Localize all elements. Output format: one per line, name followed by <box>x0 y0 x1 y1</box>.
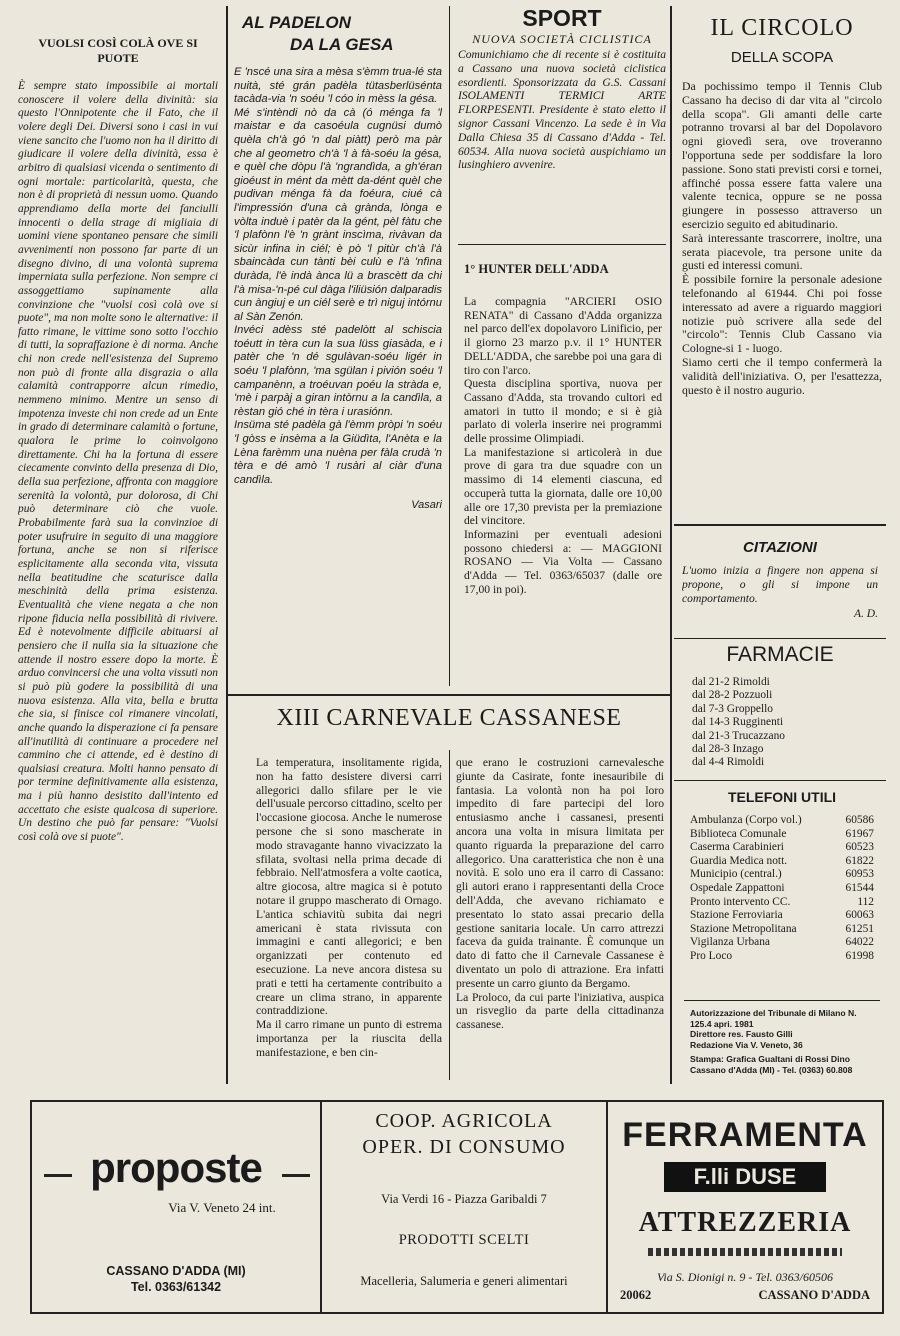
column-rule <box>226 6 228 1084</box>
telefono-row <box>690 896 874 910</box>
coop-footer: Macelleria, Salumeria e generi alimentari <box>360 1274 568 1288</box>
telefono-number: 112 <box>857 895 874 908</box>
telefono-row <box>690 936 874 950</box>
citazioni-author: A. D. <box>854 607 878 620</box>
farmacia-item: dal 21-3 Trucazzano <box>692 729 785 742</box>
telefono-number: 60953 <box>845 868 874 881</box>
citazioni-box <box>682 538 878 634</box>
ferramenta-address: Via S. Dionigi n. 9 - Tel. 0363/60506 <box>656 1270 833 1284</box>
carnevale-col2 <box>456 756 664 1086</box>
colophon-line4: Stampa: Grafica Gualtani di Rossi Dino Cassano d'Adda (MI) - Tel. (0363) 60.808 <box>690 1054 853 1075</box>
vuolsi-body: È sempre stato impossibile ai mortali conoscere il volere della divinità: sia questo l'Onnipotente che il Fato, che il volere degli Dei. Diversi sono i casi in vui viene sancito che l'uomo non ha il diritto di giudicare il volere della divinità, essa è arbitro di qualsiasi vicenda o sentimento di ogni mortale: particolarità, questa, che non è di proprietà di nessun uomo. Quando apprendiamo della morte dei fanciulli innocenti o della strage di migliaia di uomini viene spontaneo pensare che simili avvenimenti non possono far parte di un disegno divino, di una volontà suprema imperniata sulla perfezione. Non sempre ci assoggettiamo supinamente alla convinzione che "vuolsi così colà ove si puote", ma non molte sono le alternative: il fatto rimane, le vittime sono sotto l'occhio di tutti, la sopraffazione è di norma. Anche chi non crede nell'esistenza del Supremo non può di fronte alla disgrazia o alla calamità contrapporre alcun rimedio, nemmeno minimo. Mentre un senso di impotenza investe chi non crede ad un Ente in grado di determinare calamità o fortune, qualora le prime lo coinvolgono direttamente. Chi ha la fortuna di essere ciecamente convinto della presenza di Dio, della sua perfezione, affronta con maggiore serenità la volontà, pur dolorosa, di Chi può determinare ciò che vuole. Probabilmente farà sua la convinzioe di poter usufruire in seguito di una maggiore fortuna, anche se non si riferisce esplicitamente alla seconda vita, vissuta nella beatitudine che scaturisce dalla meschinità della prima esistenza. Eventualità che viene negata a che non ripone fiducia nella possibilità di rivivere. Ed è notevolmente difficile abituarsi al pensiero che il nulla sia la situazione che attende il nostro essere dopo la morte. È arduo convincersi che una volta vissuti non si può più godere la possibilità di una nuova esistenza. Alla vita, bella e brutta che sia, si finisce col rimanere vincolati, anche quando la disperazione ci fa pensare all'inutilità di continuare a procedere nel cammino che ci attende, ed è destino di qualsiasi creatura. Molti hanno pensato di por termine definitivamente alla esistenza, ma i più hanno desistito dall'intento ed accettato che esiste qualcosa di superiore. Un destino che può far pensare: "Vuolsi così colà ove si puote". <box>18 80 218 844</box>
telefono-number: 60586 <box>845 814 874 826</box>
colophon <box>690 1008 876 1084</box>
circolo-para4: Siamo certi che il tempo confermerà la validità dell'iniziativa. O, per l'esattezza, questo è il nostro augurio. <box>682 354 882 397</box>
padelon-article <box>234 12 442 688</box>
coop-line1: COOP. AGRICOLA <box>375 1110 553 1132</box>
telefono-row <box>690 828 874 842</box>
telefono-name: Stazione Ferroviaria <box>690 909 783 922</box>
circolo-article <box>682 14 882 522</box>
coop-line2: OPER. DI CONSUMO <box>362 1136 566 1158</box>
farmacie-list <box>682 676 878 770</box>
padelon-para1: E 'nscé una sira a mèsa s'èmm trua-lé sta nuità, sté grán padèla tütasberlüsénta tacàda-via 'n soéu 'l cóo in mèss la gésa. <box>234 66 442 106</box>
telefono-row <box>690 882 874 896</box>
padelon-para2: Mé s'intèndi nò da cà (ó ménga fa 'l maistar e da casoéula cugnüsi dumò quèla ch'à gó 'n dal piàtt) però ma pàr che al geometro ch'à 'l à fà-soéu la gésa, e quèl che dòpu l'à 'ngrandìda, a gh'éran gioéust in mént da mètt da-dént quèl che pudivan ménga fà da foéura, ciué cà l'impressión d'una cà grànda, lònga e vòlta induè i patèr da la gént, pèl fàtu che 'l plafònn l'è 'n grànt inscìma, rivàvan da sicùr infina in ciél; è pò 'l pitùr ch'à l'à sbaincàda cun tànti bèi culù e l'à 'nfìna duràda, l'è indà ànca lü a brascètt da chi l'à misa-'n-pé cul dàga l'iliüsión dalparadis cun àngiuj e un ciél serè e trì niguj intórnu al Sàn Zenón. <box>234 106 442 323</box>
telefono-row <box>690 868 874 882</box>
section-rule <box>458 244 666 245</box>
carnevale-title-box <box>232 700 666 740</box>
telefono-name: Pro Loco <box>690 949 733 962</box>
proposte-address: Via V. Veneto 24 int. <box>168 1200 276 1215</box>
farmacia-item: dal 14-3 Rugginenti <box>692 716 784 729</box>
padelon-para4: Insüma sté padèla gà l'èmm pròpi 'n soéu 'l gòss e insèma a la Giüdìta, l'Anèta e la Lèna farèmm una nuèna per fàla crudà 'n tèra e dé amò 'l rusàri al ciàr d'una candìla. <box>234 419 442 486</box>
hunter-article <box>464 262 662 682</box>
telefono-name: Municipio (central.) <box>690 868 782 881</box>
ferramenta-line2: F.lli DUSE <box>693 1164 797 1189</box>
carnevale-col1 <box>256 756 442 1086</box>
telefono-number: 61998 <box>845 949 874 962</box>
proposte-city: CASSANO D'ADDA (MI) <box>106 1264 246 1278</box>
telefono-name: Pronto intervento CC. <box>690 895 791 908</box>
colophon-line1: Autorizzazione del Tribunale di Milano N. 125.4 apri. 1981 <box>690 1008 857 1029</box>
ferramenta-decor-band <box>648 1248 842 1256</box>
hunter-para1: La compagnia "ARCIERI OSIO RENATA" di Cassano d'Adda organizza nel parco dell'ex dopolavoro Linificio, per il giorno 23 marzo p.v. il 1° HUNTER DELL'ADDA, che sarebbe poi una gara di tiro con l'arco. <box>464 295 662 377</box>
colophon-line2: Direttore res. Fausto Gilli <box>690 1029 793 1040</box>
telefono-name: Caserma Carabinieri <box>690 841 784 854</box>
section-rule <box>674 638 886 639</box>
padelon-title-line2: DA LA GESA <box>290 35 394 54</box>
ferramenta-name-band <box>664 1162 826 1192</box>
circolo-title-line2: DELLA SCOPA <box>730 49 834 66</box>
telefono-name: Ambulanza (Corpo vol.) <box>690 814 802 826</box>
telefono-name: Guardia Medica nott. <box>690 854 788 867</box>
telefono-row <box>690 950 874 964</box>
farmacia-item: dal 21-2 Rimoldi <box>692 676 770 688</box>
farmacia-item: dal 28-3 Inzago <box>692 743 764 756</box>
carnevale-title: XIII CARNEVALE CASSANESE <box>276 705 622 731</box>
telefoni-box <box>690 788 874 998</box>
sport-title: SPORT <box>522 5 602 31</box>
telefono-number: 61822 <box>845 854 874 867</box>
ferramenta-city: CASSANO D'ADDA <box>758 1288 870 1302</box>
ad-coop <box>322 1102 606 1312</box>
telefono-number: 60063 <box>845 909 874 922</box>
section-rule <box>684 1000 880 1001</box>
citazioni-quote: L'uomo inizia a fingere non appena si propone, o gli si impone un comportamento. <box>682 564 878 605</box>
ferramenta-cap: 20062 <box>620 1288 652 1302</box>
farmacia-item: dal 7-3 Groppello <box>692 702 773 715</box>
circolo-para2: Sarà interessante trascorrere, inoltre, una serata piacevole, tra persone unite da gusti ed interessi comuni. <box>682 230 882 273</box>
telefono-name: Ospedale Zappattoni <box>690 881 785 894</box>
farmacia-item: dal 28-2 Pozzuoli <box>692 689 773 702</box>
telefono-name: Stazione Metropolitana <box>690 922 797 935</box>
telefono-row <box>690 923 874 937</box>
hunter-para2: Questa disciplina sportiva, nuova per Cassano d'Adda, sta trovando cultori ed amatori in tutto il mondo; e si è già parlato di volerla inserire nei programmi delle prossime Olimpiadi. <box>464 377 662 446</box>
vuolsi-title: VUOLSI COSÌ COLÀ OVE SI PUOTE <box>38 36 198 65</box>
proposte-logo-text: proposte <box>90 1144 262 1191</box>
sport-body: Comunichiamo che di recente si è costituita a Cassano una nuova società ciclistica esordienti. Sponsorizzata da G.S. Cassani ISOLAMENTI TERMICI ARTE FLORPESENTI. Presidente è stato eletto il signor Cassani Vincenzo. La sede è in Via Dalla Chiesa 35 di Cassano d'Adda - Tel. 60534. Alla nuova società auspichiamo un lusinghiero avvenire. <box>458 48 666 172</box>
ads-strip <box>30 1100 884 1314</box>
colophon-line3: Redazione Via V. Veneto, 36 <box>690 1039 803 1050</box>
carnevale-col1b-text: Ma il carro rimane un punto di estrema importanza per la riuscita della manifestazione, e ben cin- <box>256 1018 442 1059</box>
citazioni-title: CITAZIONI <box>743 539 817 556</box>
hunter-para4: Informazini per eventuali adesioni possono chiedersi a: — MAGGIONI ROSANO — Via Volta — Cassano d'Adda — Tel. 0363/65037 (dalle ore 17,00 in poi). <box>464 527 662 596</box>
carnevale-col2-text: que erano le costruzioni carnevalesche giunte da Casirate, fonte inesauribile di fantasia. La volontà non ha poi loro impedito di fare partecipi del loro entusiasmo anche i cassanesi, presenti ancora una volta in misura limitata per quanto riguarda la preparazione del carro allegorico. Una caratteristica che non è una novità. E solo uno era il carro di Cassano: gli autori erano i rappresentanti della Croce dell'Adda, che avevano richiamato e presentato lo stato assai precario della gestione sanitaria locale. Un carro attrezzi faceva da guida trainante. È comunque un dato di fatto che il Carnevale Cassanese è diventato un polo di attrazione. Era infatti presente un carro giunto da Bergamo. <box>456 756 664 990</box>
sport-subtitle: NUOVA SOCIETÀ CICLISTICA <box>472 32 652 46</box>
telefono-number: 60523 <box>845 841 874 854</box>
circolo-para1: Da pochissimo tempo il Tennis Club Cassano ha deciso di dar vita al "circolo della scopa". Gli amanti delle carte potranno trovarsi al bar del Dopolavoro ogni giovedì sera, ove troveranno l'opportuna sede per soddisfare la loro passione. Sono stati previsti corsi e tornei, affinché possa essere fatta valere una valente tecnica, oppure se ne possa giungere in possesso attraverso un esercizio seguito ed abitudinario. <box>682 79 882 231</box>
section-rule <box>228 694 670 696</box>
coop-address: Via Verdi 16 - Piazza Garibaldi 7 <box>381 1192 547 1206</box>
ferramenta-line3: ATTREZZERIA <box>638 1207 852 1238</box>
telefoni-title: TELEFONI UTILI <box>727 789 837 805</box>
proposte-tel: Tel. 0363/61342 <box>130 1280 222 1294</box>
ferramenta-line1: FERRAMENTA <box>622 1116 868 1154</box>
telefono-row <box>690 814 874 828</box>
carnevale-col1-text: La temperatura, insolitamente rigida, non ha fatto desistere diversi carri allegorici dallo sfilare per le vie dell'usuale percorso cittadino, scelto per l'occasione giocosa. Anche le numerose persone che si sono mascherate in modo stravagante hanno vivacizzato la sfilata, svoltasi nella prima decade di febbraio. Nell'atmosfera a volte caotica, altre giocosa, altre magica si è potuto notare il gruppo mascherato di Ornago. L'antica schiavitù subita dai negri americani è stata rivissuta con immagini e canti allegorici; e ben organizzati per contenuto ed esecuzione. La neve ancora distesa su prati e tetti ha certamente contribuito a creare un clima strano, in apparente contraddizione. <box>256 756 442 1018</box>
farmacia-item: dal 4-4 Rimoldi <box>692 756 765 769</box>
column-rule <box>670 6 672 1084</box>
padelon-title-line1: AL PADELON <box>242 13 351 32</box>
carnevale-col2b-text: La Proloco, da cui parte l'iniziativa, auspica un risveglio da parte della cittadinanza cassanese. <box>456 990 664 1032</box>
ad-ferramenta <box>608 1102 882 1312</box>
coop-products: PRODOTTI SCELTI <box>398 1232 530 1248</box>
section-rule <box>674 780 886 781</box>
sport-article <box>458 4 666 242</box>
hunter-title: 1° HUNTER DELL'ADDA <box>464 262 609 276</box>
padelon-signature: Vasari <box>411 499 442 512</box>
section-rule <box>674 524 886 526</box>
ad-proposte <box>32 1102 320 1312</box>
farmacie-box <box>682 642 878 778</box>
column-rule <box>449 6 450 686</box>
telefono-name: Biblioteca Comunale <box>690 827 787 840</box>
telefono-row <box>690 855 874 869</box>
telefono-number: 64022 <box>845 936 874 949</box>
telefono-row <box>690 909 874 923</box>
farmacie-title: FARMACIE <box>726 643 834 666</box>
telefono-name: Vigilanza Urbana <box>690 936 770 949</box>
vuolsi-article <box>18 36 218 1086</box>
telefono-number: 61251 <box>845 922 874 935</box>
column-rule <box>449 750 450 1080</box>
circolo-para3: È possibile fornire la personale adesione telefonando al 61944. Chi poi fosse interessato ad avere a riguardo maggiori notizie può scrivere alla sede del "circolo": Tennis Club Cassano via Cologne-si 1 - luogo. <box>682 272 882 356</box>
hunter-para3: La manifestazione si articolerà in due prove di gara tra due squadre con un massimo di 14 elementi ciascuna, ed occuperà tutta la giornata, dalle ore 10,00 alle ore 17,30 prevista per la premiazione del vincitore. <box>464 445 662 528</box>
telefono-row <box>690 841 874 855</box>
telefono-number: 61544 <box>845 881 874 894</box>
circolo-title-line1: IL CIRCOLO <box>710 15 854 41</box>
padelon-para3: Invéci adèss sté padelòtt al schiscia toéutt in tèra cun la sua lüss giasàda, e i patèr che 'n dé sgulàvan-soéu ligér in soéu 'l plafònn, 'ma sgülan i pivión soéu 'l campanènn, a troéuvan poéu la stràda e, 'mè i parpàj a giran intòrnu a la candìla, a rèstan gió ché in tèra i urasiónn. <box>234 324 442 418</box>
proposte-logo <box>44 1144 308 1192</box>
telefono-number: 61967 <box>845 827 874 840</box>
